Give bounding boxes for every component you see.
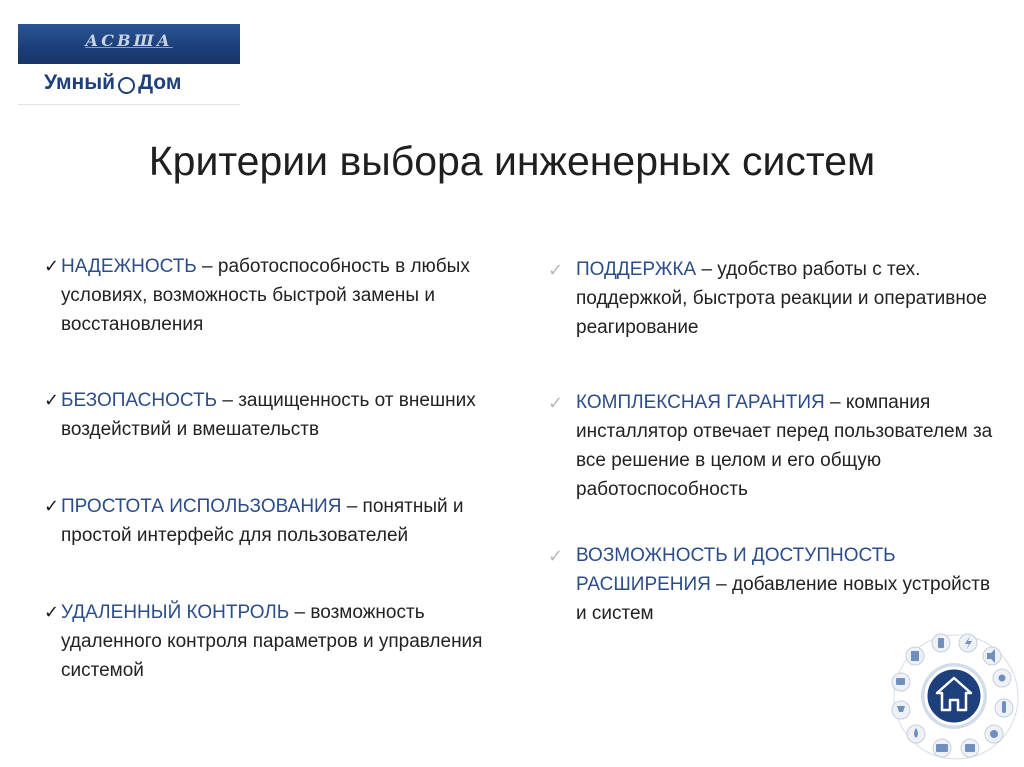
criterion-term: ПРОСТОТА ИСПОЛЬЗОВАНИЯ — [61, 496, 342, 517]
criterion-term: БЕЗОПАСНОСТЬ — [61, 390, 218, 411]
criterion-remote-control — [44, 598, 504, 685]
criterion-term: УДАЛЕННЫЙ КОНТРОЛЬ — [61, 602, 290, 623]
criteria-right-column — [548, 252, 998, 628]
criterion-security — [44, 386, 504, 444]
criterion-term: НАДЕЖНОСТЬ — [61, 256, 197, 277]
criterion-support — [548, 255, 998, 342]
smart-home-graphic — [884, 630, 1024, 767]
slide-title: Критерии выбора инженерных систем — [148, 138, 876, 184]
criteria-left-column — [44, 252, 504, 685]
logo-band — [18, 24, 240, 64]
criterion-warranty — [548, 388, 998, 504]
check-icon: ✓ — [44, 256, 60, 276]
check-icon: ✓ — [548, 260, 564, 280]
check-icon: ✓ — [548, 393, 564, 413]
criterion-reliability — [44, 252, 504, 339]
logo-brand-left: Умный — [44, 71, 116, 94]
criterion-term: КОМПЛЕКСНАЯ ГАРАНТИЯ — [576, 392, 825, 413]
criterion-desc: – работоспособность в любых условиях, возможность быстрой замены и восстановления — [61, 256, 470, 335]
logo-brand-right: Дом — [138, 71, 182, 94]
criterion-term: ВОЗМОЖНОСТЬ И ДОСТУПНОСТЬ РАСШИРЕНИЯ — [576, 545, 896, 595]
check-icon: ✓ — [44, 496, 60, 516]
logo-dot-icon — [118, 77, 135, 94]
criterion-desc: – понятный и простой интерфейс для пользователей — [61, 496, 464, 546]
home-icon — [926, 668, 982, 724]
criterion-ease-of-use — [44, 492, 504, 550]
criterion-desc: – удобство работы с тех. поддержкой, быстрота реакции и оперативное реагирование — [576, 259, 987, 338]
check-icon: ✓ — [44, 602, 60, 622]
criterion-desc: – возможность удаленного контроля параметров и управления системой — [61, 602, 483, 681]
logo-brand — [44, 68, 181, 98]
criterion-desc: – защищенность от внешних воздействий и вмешательств — [61, 390, 476, 440]
criterion-term: ПОДДЕРЖКА — [576, 259, 697, 280]
company-logo — [18, 22, 240, 105]
check-icon: ✓ — [44, 390, 60, 410]
criterion-expansion — [548, 541, 998, 628]
criterion-desc: – добавление новых устройств и систем — [576, 574, 991, 624]
check-icon: ✓ — [548, 546, 564, 566]
logo-band-text: АСВША — [85, 31, 173, 50]
criterion-desc: – компания инсталлятор отвечает перед пользователем за все решение в целом и его общую работоспособность — [576, 392, 993, 500]
